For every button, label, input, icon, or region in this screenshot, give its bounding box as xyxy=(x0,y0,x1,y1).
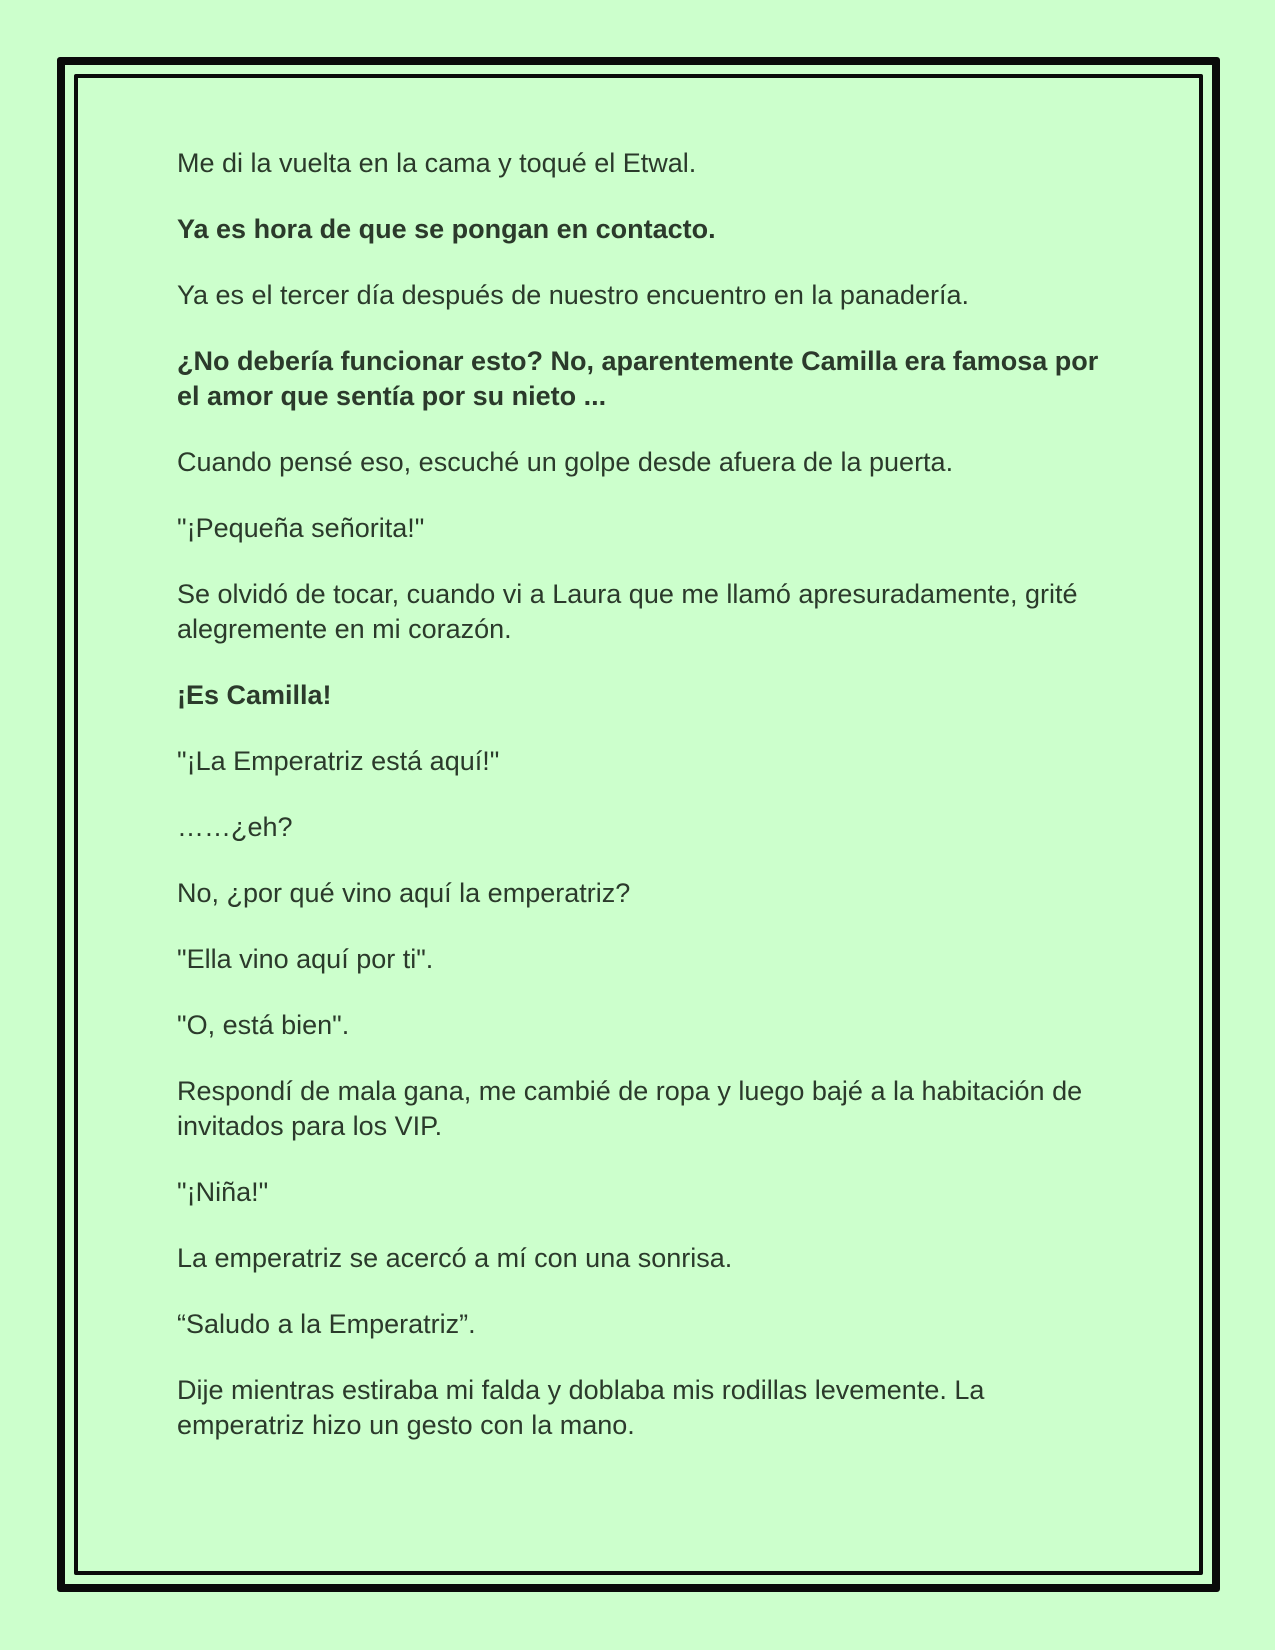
paragraph: Respondí de mala gana, me cambié de ropa y luego bajé a la habitación de invitados para los VIP. xyxy=(177,1076,1083,1141)
page-text xyxy=(177,146,1107,1474)
paragraph: "¡La Emperatriz está aquí!" xyxy=(177,746,500,776)
paragraph: ¿No debería funcionar esto? No, aparentemente Camilla era famosa por el amor que sentía por su nieto ... xyxy=(177,346,1099,411)
paragraph: Ya es hora de que se pongan en contacto. xyxy=(177,214,716,244)
paragraph: Ya es el tercer día después de nuestro encuentro en la panadería. xyxy=(177,280,970,310)
paragraph: No, ¿por qué vino aquí la emperatriz? xyxy=(177,878,631,908)
paragraph: ……¿eh? xyxy=(177,812,293,842)
paragraph: ¡Es Camilla! xyxy=(177,680,332,710)
paragraph: “Saludo a la Emperatriz”. xyxy=(177,1309,476,1339)
paragraph: "Ella vino aquí por ti". xyxy=(177,944,434,974)
paragraph: Me di la vuelta en la cama y toqué el Etwal. xyxy=(177,148,697,178)
paragraph: La emperatriz se acercó a mí con una sonrisa. xyxy=(177,1243,733,1273)
paragraph: Se olvidó de tocar, cuando vi a Laura que me llamó apresuradamente, grité alegremente en mi corazón. xyxy=(177,579,1078,644)
paragraph: "O, está bien". xyxy=(177,1010,350,1040)
paragraph: Dije mientras estiraba mi falda y doblaba mis rodillas levemente. La emperatriz hizo un gesto con la mano. xyxy=(177,1375,985,1440)
paragraph: "¡Niña!" xyxy=(177,1177,269,1207)
paragraph: Cuando pensé eso, escuché un golpe desde afuera de la puerta. xyxy=(177,447,954,477)
paragraph: "¡Pequeña señorita!" xyxy=(177,513,425,543)
